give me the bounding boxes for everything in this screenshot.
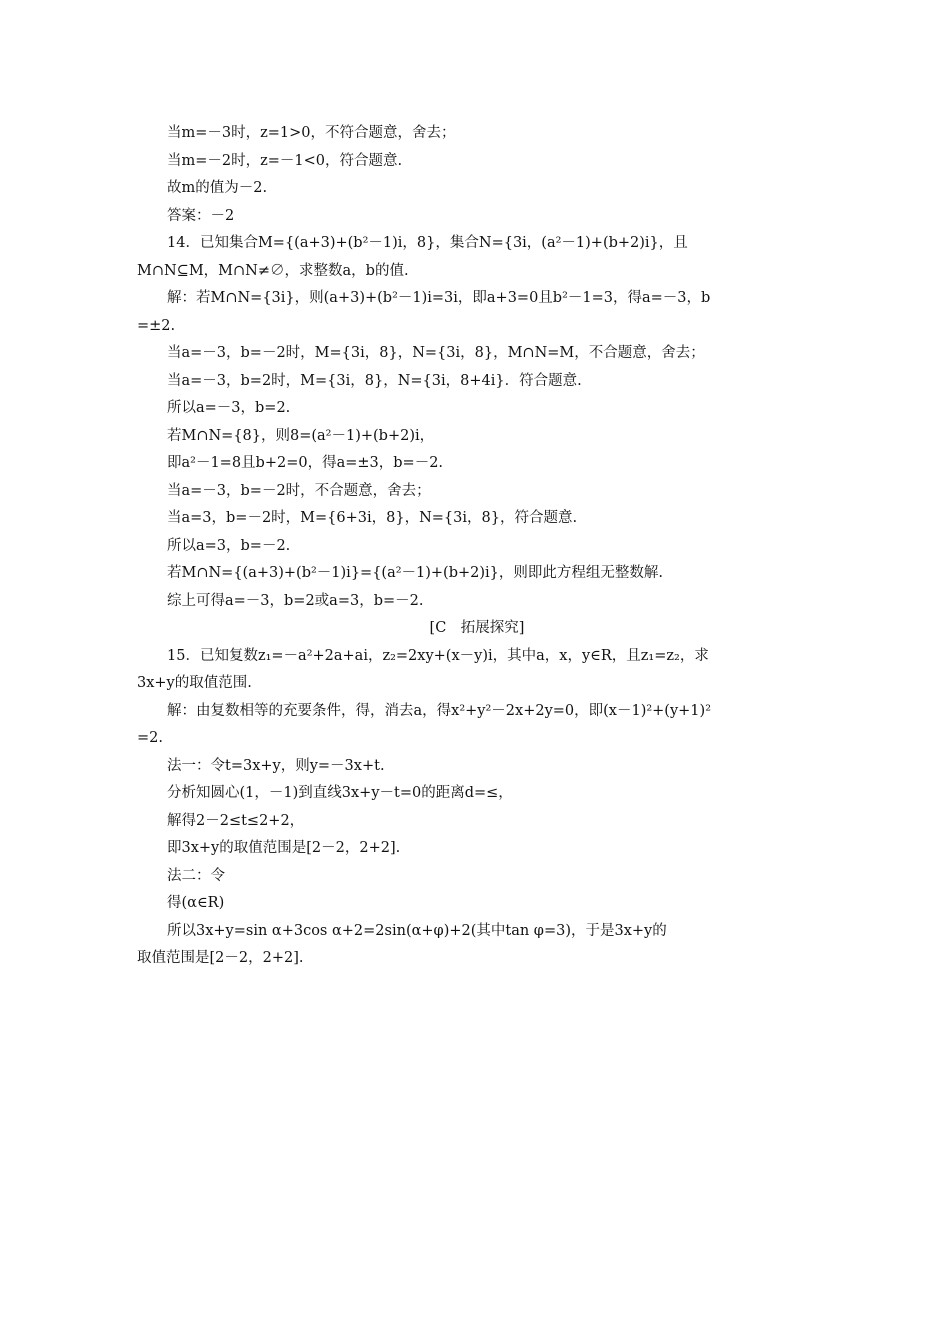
text-line: 解得2－2≤t≤2+2， (167, 812, 305, 829)
text-line: 15．已知复数z₁=－a²+2a+ai，z₂=2xy+(x－y)i，其中a，x，y∈R，且z₁=z₂，求 (167, 647, 709, 664)
text-line: 当m=－3时，z=1>0，不符合题意，舍去； (167, 125, 456, 141)
text-line: 得(α∈R) (167, 895, 225, 911)
text-line: 综上可得a=－3，b=2或a=3，b=－2. (167, 592, 424, 609)
section-heading: [C 拓展探究] (429, 620, 525, 636)
text-line: 若M∩N={8}，则8=(a²－1)+(b+2)i， (167, 427, 435, 444)
text-line: 所以3x+y=sin α+3cos α+2=2sin(α+φ)+2(其中tan φ=3)，于是3x+y的 (167, 922, 667, 939)
text-line: =2. (137, 730, 163, 746)
text-line: 答案：－2 (167, 207, 235, 224)
text-line: 取值范围是[2－2，2+2]. (137, 950, 304, 966)
document-body (137, 120, 817, 973)
text-line: 所以a=3，b=－2. (167, 537, 291, 554)
text-line: 法一：令t=3x+y，则y=－3x+t. (167, 757, 385, 774)
text-line: 法二：令 (167, 867, 225, 884)
text-line: 分析知圆心(1，－1)到直线3x+y－t=0的距离d=≤， (167, 785, 513, 801)
text-line: 解：若M∩N={3i}，则(a+3)+(b²－1)i=3i，即a+3=0且b²－1=3，得a=－3，b (167, 290, 711, 306)
text-line: 当a=－3，b=2时，M={3i，8}，N={3i，8+4i}．符合题意. (167, 372, 582, 389)
text-line: =±2. (137, 317, 176, 334)
text-line: M∩N⊆M，M∩N≠∅，求整数a，b的值. (137, 262, 409, 279)
text-line: 当a=3，b=－2时，M={6+3i，8}，N={3i，8}，符合题意. (167, 510, 578, 526)
text-line: 所以a=－3，b=2. (167, 400, 291, 416)
text-line: 3x+y的取值范围. (137, 675, 252, 691)
text-line: 即a²－1=8且b+2=0，得a=±3，b=－2. (167, 455, 444, 471)
text-line: 当m=－2时，z=－1<0，符合题意. (167, 152, 403, 169)
text-line: 即3x+y的取值范围是[2－2，2+2]. (167, 840, 401, 856)
text-line: 14．已知集合M={(a+3)+(b²－1)i，8}，集合N={3i，(a²－1)+(b+2)i}，且 (167, 235, 688, 251)
text-line: 故m的值为－2. (167, 180, 268, 196)
text-line: 若M∩N={(a+3)+(b²－1)i}={(a²－1)+(b+2)i}，则即此方程组无整数解. (167, 565, 664, 581)
text-line: 当a=－3，b=－2时，不合题意，舍去； (167, 482, 431, 499)
text-line: 解：由复数相等的充要条件，得，消去a，得x²+y²－2x+2y=0，即(x－1)²+(y+1)² (167, 702, 712, 719)
text-line: 当a=－3，b=－2时，M={3i，8}，N={3i，8}，M∩N=M，不合题意，舍去； (167, 345, 705, 361)
